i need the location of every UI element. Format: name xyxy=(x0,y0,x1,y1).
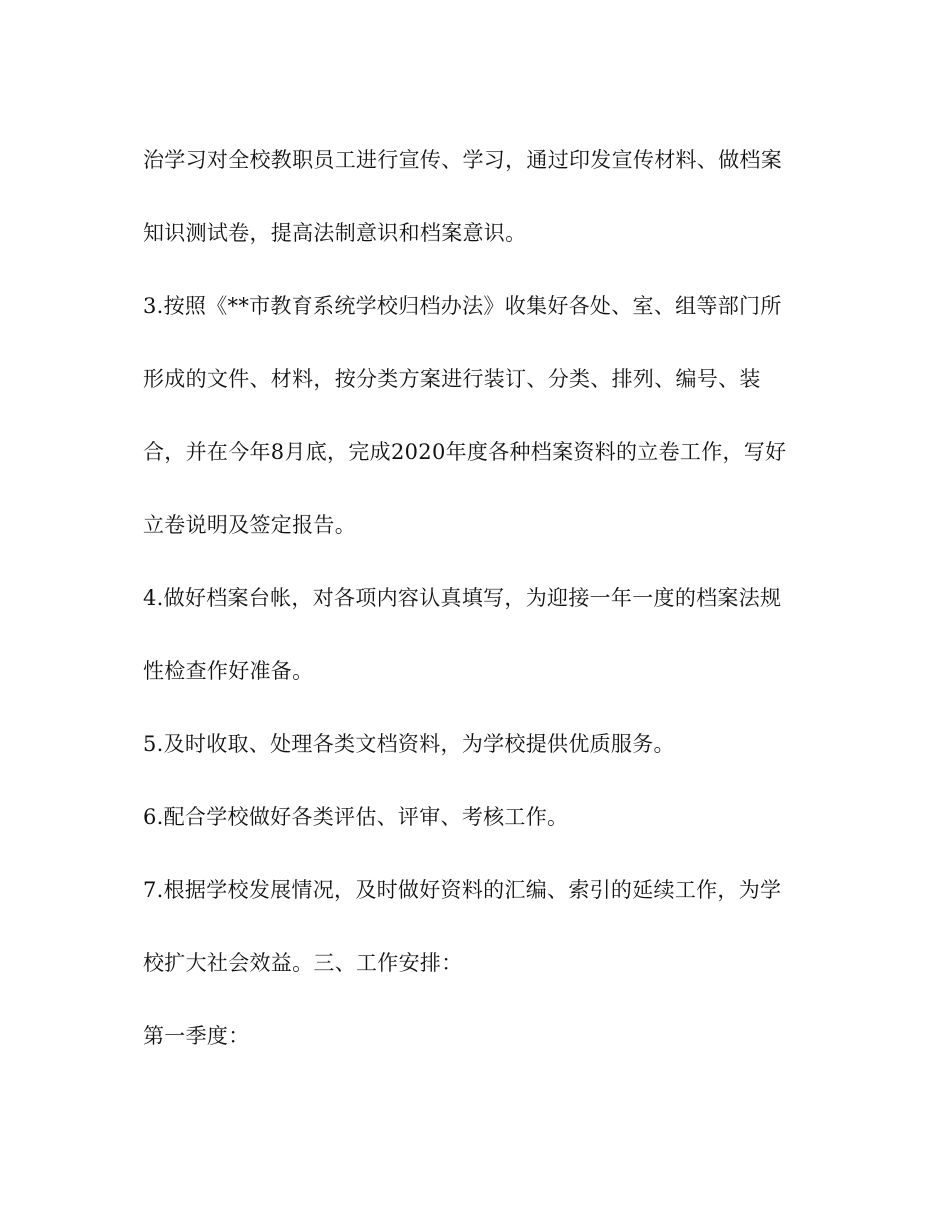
text-line-6: 立卷说明及签定报告。 xyxy=(143,513,356,537)
text-line-8: 性检查作好准备。 xyxy=(143,659,314,683)
text-line-1: 治学习对全校教职员工进行宣传、学习，通过印发宣传材料、做档案 xyxy=(143,148,782,172)
text-line-5: 合，并在今年8月底，完成2020年度各种档案资料的立卷工作，写好 xyxy=(143,440,787,464)
text-line-13: 第一季度： xyxy=(143,1024,250,1048)
text-line-12: 校扩大社会效益。三、工作安排： xyxy=(143,951,463,975)
text-line-3: 3.按照《**市教育系统学校归档办法》收集好各处、室、组等部门所 xyxy=(143,294,782,318)
text-line-9: 5.及时收取、处理各类文档资料，为学校提供优质服务。 xyxy=(143,732,675,756)
text-line-10: 6.配合学校做好各类评估、评审、考核工作。 xyxy=(143,805,569,829)
text-line-4: 形成的文件、材料，按分类方案进行装订、分类、排列、编号、装 xyxy=(143,367,761,391)
text-line-11: 7.根据学校发展情况，及时做好资料的汇编、索引的延续工作，为学 xyxy=(143,878,782,902)
document-body xyxy=(143,137,823,1086)
text-line-2: 知识测试卷，提高法制意识和档案意识。 xyxy=(143,221,527,245)
text-line-7: 4.做好档案台帐，对各项内容认真填写，为迎接一年一度的档案法规 xyxy=(143,586,782,610)
